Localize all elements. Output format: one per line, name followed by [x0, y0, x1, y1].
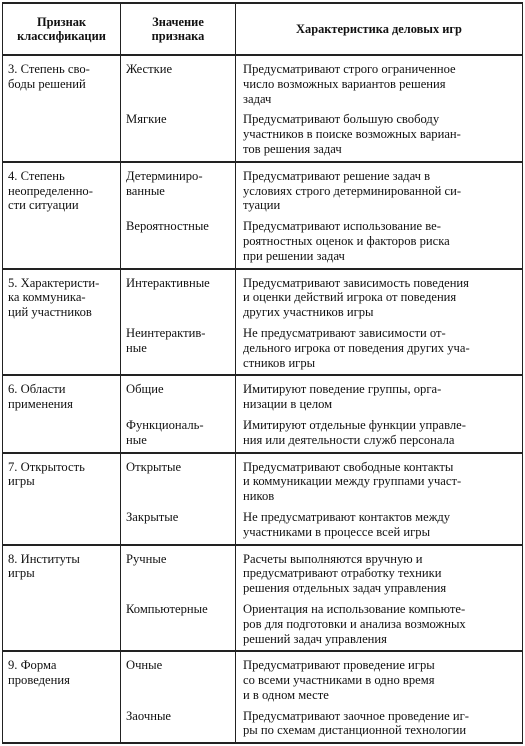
description-item: Предусматривают проведение игры со всеми участниками в одно время и в одном месте: [243, 658, 435, 702]
value-item: Интерактивные: [126, 275, 210, 290]
value-item: Неинтерактив- ные: [126, 325, 206, 355]
description-cell: [236, 453, 523, 545]
value-cell: [121, 375, 236, 452]
description-cell: [236, 545, 523, 652]
criterion-cell: [3, 545, 121, 652]
table-row: [3, 162, 523, 269]
value-item: Открытые: [126, 459, 182, 474]
description-item: Расчеты выполняются вручную и предусматривают отработку техники решения отдельных задач управления: [243, 551, 447, 596]
value-cell: [121, 545, 236, 652]
table-header-row: [3, 3, 523, 55]
description-item: Ориентация на использование компьюте- ров для подготовки и анализа возможных решений задач управления: [243, 601, 466, 646]
header-characteristic: Характеристика деловых игр: [236, 3, 523, 55]
description-item: Не предусматривают контактов между участниками в процессе всей игры: [243, 509, 451, 539]
table-row: [3, 545, 523, 652]
criterion-text: 4. Степень неопределенно- сти ситуации: [8, 168, 93, 213]
criterion-cell: [3, 453, 121, 545]
value-cell: [121, 269, 236, 376]
header-value: Значение признака: [121, 3, 236, 55]
classification-table: [2, 2, 523, 744]
value-item: Детерминиро- ванные: [126, 168, 203, 198]
value-item: Мягкие: [126, 112, 167, 127]
table-row: [3, 269, 523, 376]
criterion-cell: [3, 375, 121, 452]
description-cell: [236, 162, 523, 269]
value-item: Очные: [126, 658, 163, 673]
criterion-text: 9. Форма проведения: [8, 658, 70, 688]
value-item: Закрытые: [126, 509, 179, 524]
description-cell: [236, 269, 523, 376]
table-row: [3, 453, 523, 545]
criterion-cell: [3, 162, 121, 269]
value-item: Компьютерные: [126, 601, 208, 616]
description-item: Предусматривают решение задач в условиях строго детерминированной си- туации: [243, 168, 462, 213]
description-cell: [236, 651, 523, 743]
value-item: Вероятностные: [126, 219, 209, 234]
description-item: Предусматривают строго ограниченное число возможных вариантов решения задач: [243, 62, 456, 106]
value-cell: [121, 162, 236, 269]
table-row: [3, 651, 523, 743]
criterion-text: 3. Степень сво- боды решений: [8, 62, 90, 91]
value-item: Общие: [126, 382, 164, 397]
table-row: [3, 375, 523, 452]
value-item: Жесткие: [126, 62, 173, 76]
description-item: Не предусматривают зависимости от- дельного игрока от поведения других уча- стников игры: [243, 325, 470, 370]
description-item: Имитируют отдельные функции управле- ния или деятельности служб персонала: [243, 417, 466, 447]
criterion-cell: [3, 55, 121, 162]
header-criterion: Признак классификации: [3, 3, 121, 55]
description-item: Имитируют поведение группы, орга- низации в целом: [243, 382, 442, 412]
criterion-text: 5. Характеристи- ка коммуника- ций участников: [8, 275, 100, 320]
value-cell: [121, 453, 236, 545]
criterion-cell: [3, 269, 121, 376]
criterion-text: 6. Области применения: [8, 382, 73, 412]
description-item: Предусматривают использование ве- роятностных оценок и факторов риска при решении задач: [243, 219, 450, 263]
criterion-text: 8. Институты игры: [8, 551, 80, 581]
value-cell: [121, 55, 236, 162]
value-cell: [121, 651, 236, 743]
description-item: Предусматривают большую свободу участников в поиске возможных вариан- тов решения задач: [243, 112, 461, 156]
description-item: Предусматривают свободные контакты и коммуникации между группами участ- ников: [243, 459, 462, 504]
description-cell: [236, 55, 523, 162]
table-row: [3, 55, 523, 162]
value-item: Функциональ- ные: [126, 417, 204, 447]
value-item: Заочные: [126, 708, 171, 723]
criterion-text: 7. Открытость игры: [8, 459, 85, 489]
description-cell: [236, 375, 523, 452]
value-item: Ручные: [126, 551, 167, 566]
description-item: Предусматривают зависимость поведения и оценки действий игрока от поведения других участников игры: [243, 275, 469, 320]
criterion-cell: [3, 651, 121, 743]
description-item: Предусматривают заочное проведение иг- ры по схемам дистанционной технологии: [243, 708, 469, 738]
